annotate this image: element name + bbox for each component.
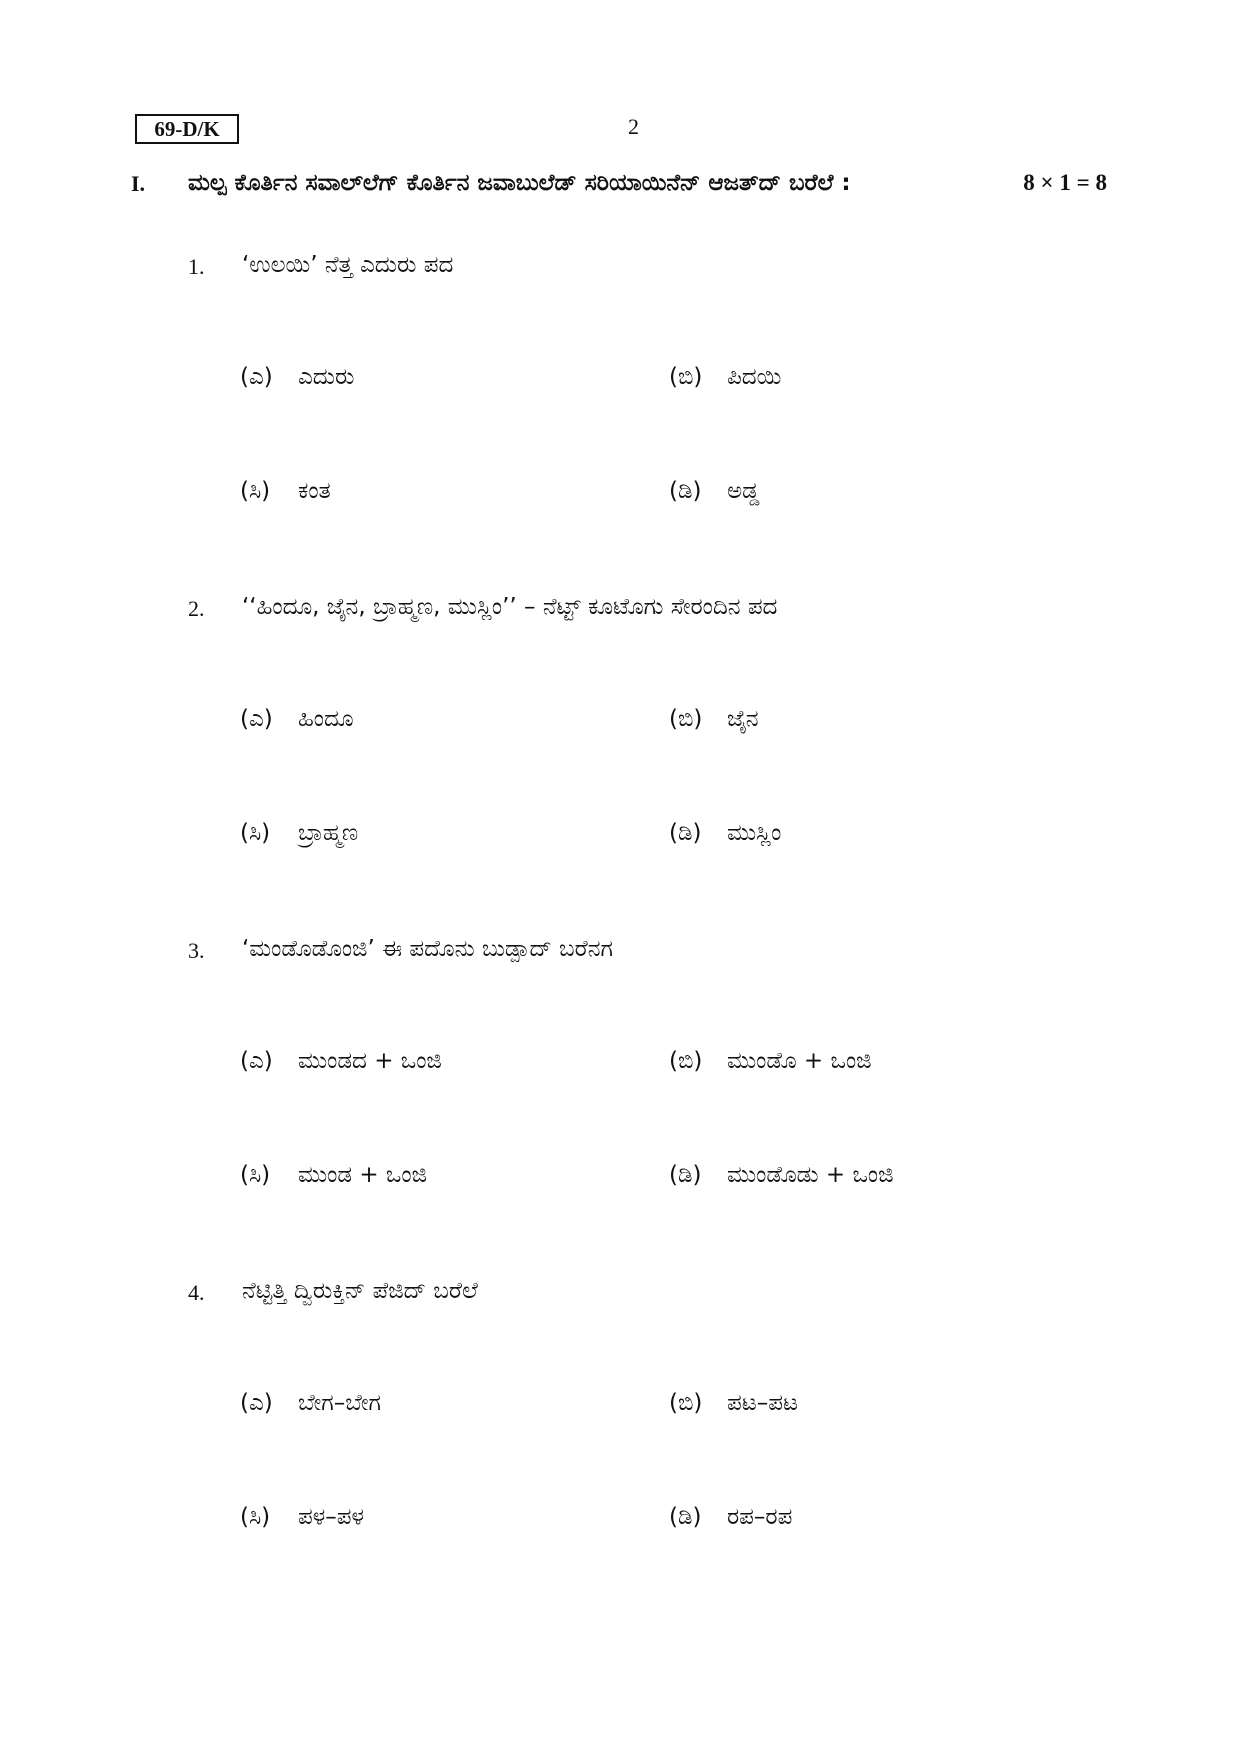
option-label: (ಬಿ) xyxy=(669,364,703,390)
option-text: ಪಿದಯಿ xyxy=(727,364,782,390)
question-number: 2. xyxy=(188,596,205,621)
option-c xyxy=(240,478,331,504)
option-text: ಬ್ರಾಹ್ಮಣ xyxy=(298,820,359,846)
option-label: (ಡಿ) xyxy=(669,1162,702,1188)
option-b xyxy=(669,1048,872,1074)
option-text: ಅಡ್ಡ xyxy=(727,478,760,504)
option-a xyxy=(240,706,354,732)
option-text: ಮುಂಡೊ + ಒಂಜಿ xyxy=(727,1048,872,1074)
page-number: 2 xyxy=(628,114,639,139)
option-text: ಮುಸ್ಲಿಂ xyxy=(727,820,782,846)
option-label: (ಎ) xyxy=(240,1048,273,1074)
option-c xyxy=(240,1162,427,1188)
question-text: ‘ಉಲಯಿ’ ನೆತ್ತ ಎದುರು ಪದ xyxy=(242,252,454,278)
option-text: ಹಿಂದೂ xyxy=(298,706,354,732)
option-text: ಜೈನ xyxy=(727,706,759,732)
question-number: 4. xyxy=(188,1280,205,1305)
option-text: ಮುಂಡ + ಒಂಜಿ xyxy=(298,1162,428,1188)
option-c xyxy=(240,1504,364,1530)
option-b xyxy=(669,364,781,390)
option-text: ಬೇಗ–ಬೇಗ xyxy=(298,1390,381,1416)
section-marks: 8 × 1 = 8 xyxy=(1023,170,1107,195)
option-b xyxy=(669,706,759,732)
option-text: ಕಂತ xyxy=(298,478,331,504)
option-label: (ಸಿ) xyxy=(240,1162,271,1188)
option-label: (ಬಿ) xyxy=(669,706,703,732)
question-number: 3. xyxy=(188,938,205,963)
option-text: ಪಟ–ಪಟ xyxy=(727,1390,799,1416)
option-d xyxy=(669,1162,894,1188)
paper-code-box: 69-D/K xyxy=(135,114,239,144)
option-label: (ಸಿ) xyxy=(240,478,271,504)
option-text: ಎದುರು xyxy=(298,364,355,390)
option-label: (ಸಿ) xyxy=(240,1504,271,1530)
option-a xyxy=(240,1390,381,1416)
option-d xyxy=(669,478,759,504)
question-text: ‘‘ಹಿಂದೂ, ಜೈನ, ಬ್ರಾಹ್ಮಣ, ಮುಸ್ಲಿಂ’’ – ನೆಟ್ಟ್ ಕೂಟೊಗು ಸೇರಂದಿನ ಪದ xyxy=(242,594,778,620)
section-number: I. xyxy=(131,171,146,196)
option-c xyxy=(240,820,358,846)
option-text: ಪಳ–ಪಳ xyxy=(298,1504,364,1530)
option-label: (ಡಿ) xyxy=(669,1504,702,1530)
option-label: (ಬಿ) xyxy=(669,1048,703,1074)
section-instruction: ಮಲ್ಪ ಕೊರ್ತಿನ ಸವಾಲ್‌ಲೆಗ್ ಕೊರ್ತಿನ ಜವಾಬುಲೆಡ್ ಸರಿಯಾಯಿನೆನ್ ಆಜತ್‌ದ್ ಬರೆಲೆ : xyxy=(188,170,851,196)
option-label: (ಎ) xyxy=(240,1390,273,1416)
option-label: (ಬಿ) xyxy=(669,1390,703,1416)
question-number: 1. xyxy=(188,254,205,279)
option-b xyxy=(669,1390,798,1416)
option-d xyxy=(669,820,781,846)
option-label: (ಡಿ) xyxy=(669,820,702,846)
option-text: ಮುಂಡದ + ಒಂಜಿ xyxy=(298,1048,442,1074)
question-text: ‘ಮಂಡೊಡೊಂಜಿ’ ಈ ಪದೊನು ಬುಡ್ಪಾದ್ ಬರೆನಗ xyxy=(242,936,613,962)
option-a xyxy=(240,364,354,390)
option-text: ರಪ–ರಪ xyxy=(727,1504,793,1530)
option-label: (ಡಿ) xyxy=(669,478,702,504)
option-a xyxy=(240,1048,442,1074)
option-label: (ಸಿ) xyxy=(240,820,271,846)
option-label: (ಎ) xyxy=(240,364,273,390)
option-d xyxy=(669,1504,792,1530)
option-label: (ಎ) xyxy=(240,706,273,732)
option-text: ಮುಂಡೊಡು + ಒಂಜಿ xyxy=(727,1162,894,1188)
question-text: ನೆಟ್ಟಿತ್ತಿ ದ್ವಿರುಕ್ತಿನ್ ಪೆಜಿದ್ ಬರೆಲೆ xyxy=(242,1278,478,1304)
